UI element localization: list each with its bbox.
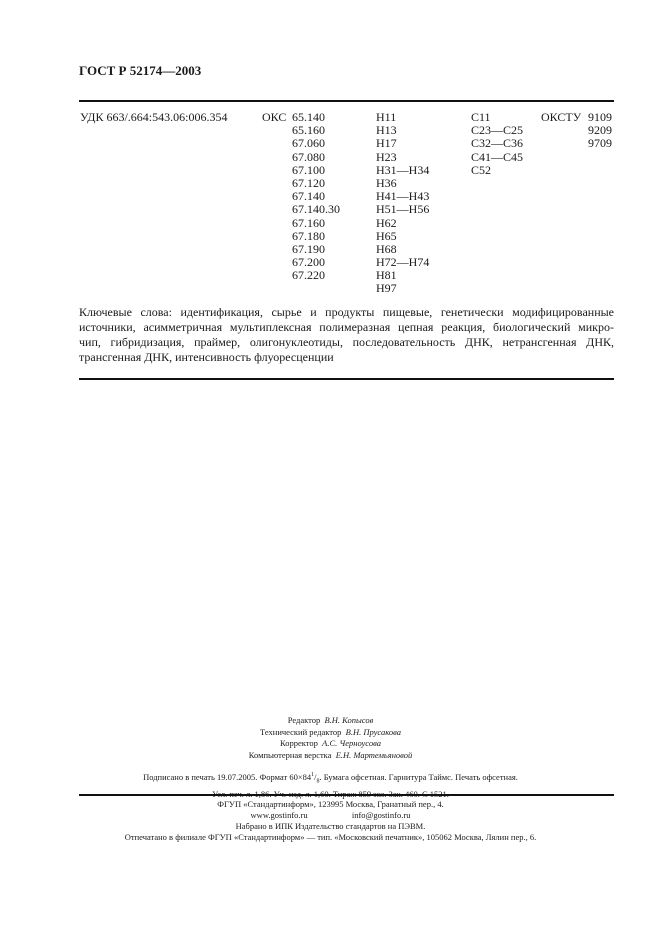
oks-code: 67.160 — [292, 215, 325, 230]
h-code: Н65 — [376, 228, 397, 243]
udk-code: УДК 663/.664:543.06:006.354 — [80, 110, 228, 124]
oks-code: 67.120 — [292, 175, 325, 190]
keywords-paragraph — [79, 305, 614, 365]
oks-code: 67.140.30 — [292, 202, 340, 217]
okstu-code: 9709 — [588, 136, 612, 151]
oks-code: 67.080 — [292, 149, 325, 164]
h-code: Н36 — [376, 175, 397, 190]
c-code: С52 — [471, 162, 492, 177]
credit-proofreader: Корректор А.С. Черноусова — [279, 738, 382, 748]
c-code: С41—С45 — [471, 149, 524, 164]
credits-block — [0, 715, 661, 761]
okstu-code: 9109 — [588, 110, 612, 124]
h-code: Н68 — [376, 241, 397, 256]
keywords-line: чип, гибридизация, праймер, олигонуклеотиды, последовательность ДНК, нетрансгенная ДНК, — [79, 335, 614, 349]
keywords-line: трансгенная ДНК, интенсивность флуоресценции — [79, 350, 334, 364]
top-divider — [79, 100, 614, 102]
h-code: Н41—Н43 — [376, 189, 430, 204]
publisher-line-4: Отпечатано в филиале ФГУП «Стандартинформ» — тип. «Московский печатник», 105062 Москва, Лялин пер., 6. — [124, 832, 537, 842]
print-info-line-2: Усл. печ. л. 1,86. Уч.-изд. л. 1,60. Тираж 859 экз. Зак. 460. С 1521. — [212, 788, 449, 799]
keywords-line: Ключевые слова: идентификация, сырье и продукты пищевые, генетически модифицированные — [79, 305, 614, 319]
okstu-code: 9209 — [588, 123, 612, 138]
oks-code: 67.060 — [292, 136, 325, 151]
h-code: Н13 — [376, 123, 397, 138]
oks-code: 65.160 — [292, 123, 325, 138]
credit-editor: Редактор В.Н. Копысов — [287, 715, 374, 725]
h-codes-column — [376, 111, 429, 296]
h-code: Н11 — [376, 110, 397, 124]
c-codes-column — [471, 111, 523, 177]
oks-codes-column — [292, 111, 340, 282]
imprint-divider — [79, 794, 614, 796]
document-header-title: ГОСТ Р 52174—2003 — [79, 63, 202, 78]
h-code: Н31—Н34 — [376, 162, 430, 177]
oks-code: 65.140 — [292, 110, 325, 124]
oks-code: 67.190 — [292, 241, 325, 256]
c-code: С32—С36 — [471, 136, 524, 151]
h-code: Н51—Н56 — [376, 202, 430, 217]
publisher-line-3: Набрано в ИПК Издательство стандартов на ПЭВМ. — [235, 821, 426, 831]
oks-code: 67.180 — [292, 228, 325, 243]
publisher-contacts — [0, 810, 661, 821]
publisher-block — [0, 799, 661, 843]
credit-layout: Компьютерная верстка Е.Н. Мартемьяновой — [248, 749, 413, 760]
oks-label: ОКС — [262, 110, 287, 124]
h-code: Н72—Н74 — [376, 255, 430, 270]
okstu-codes-column — [588, 111, 612, 151]
publisher-email: info@gostinfo.ru — [351, 810, 411, 820]
publisher-website: www.gostinfo.ru — [250, 810, 308, 820]
oks-code: 67.140 — [292, 189, 325, 204]
oks-code: 67.200 — [292, 255, 325, 270]
h-code: Н81 — [376, 268, 397, 283]
h-code: Н97 — [376, 281, 397, 296]
c-code: С11 — [471, 110, 491, 124]
credit-tech-editor: Технический редактор В.Н. Прусакова — [260, 726, 401, 737]
h-code: Н23 — [376, 149, 397, 164]
c-code: С23—С25 — [471, 123, 524, 138]
keywords-line: источники, асимметричная мультиплексная полимеразная цепная реакция, биологический микро- — [79, 320, 614, 334]
okstu-label: ОКСТУ — [541, 110, 582, 124]
keywords-divider — [79, 378, 614, 380]
oks-code: 67.220 — [292, 268, 325, 283]
oks-code: 67.100 — [292, 162, 325, 177]
publisher-line-1: ФГУП «Стандартинформ», 123995 Москва, Гранатный пер., 4. — [217, 799, 444, 809]
h-code: Н62 — [376, 215, 397, 230]
h-code: Н17 — [376, 136, 397, 151]
print-info-line-1: Подписано в печать 19.07.2005. Формат $60\times 84^1/_8$. Бумага офсетная. Гарнитура Таймс. Печать офсетная. — [143, 771, 518, 785]
